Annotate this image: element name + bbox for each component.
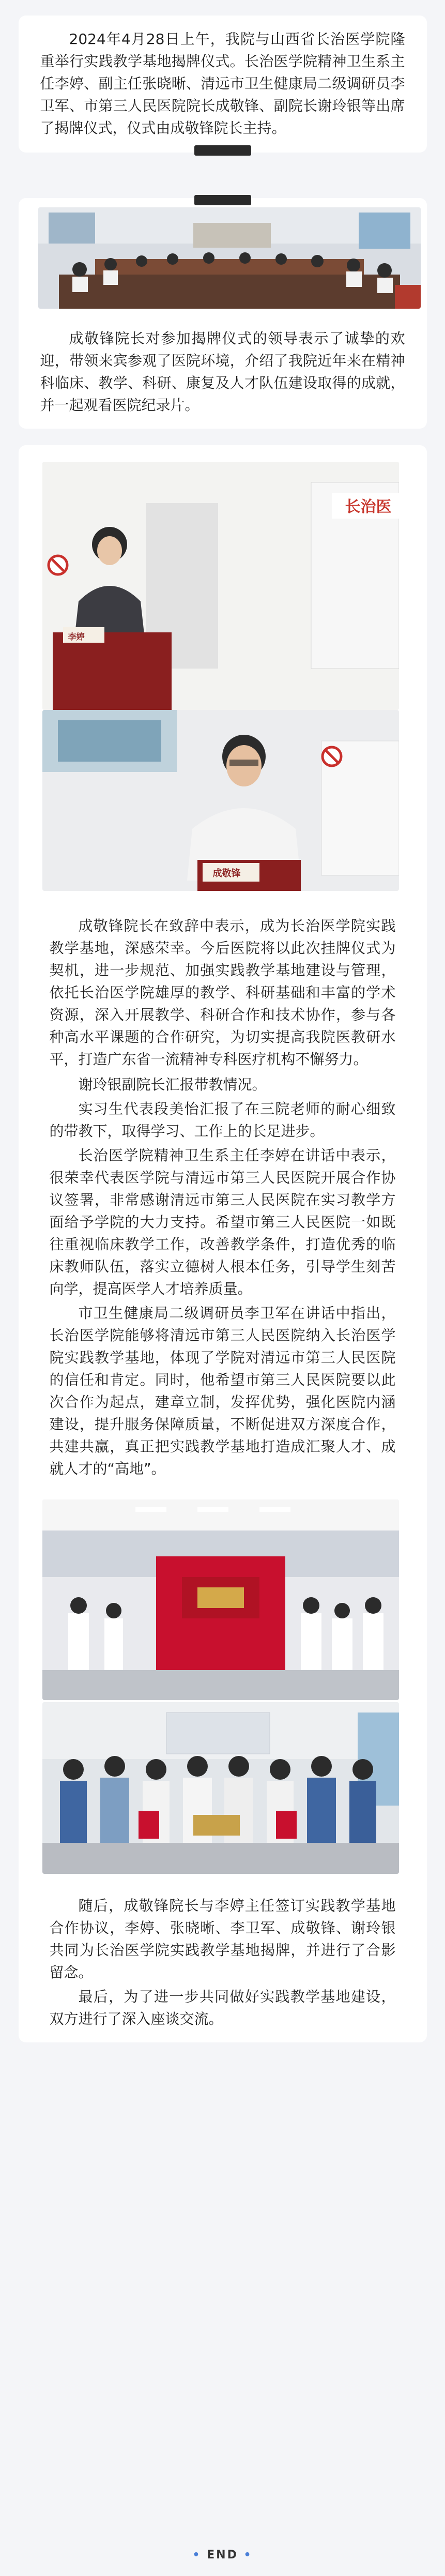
closing-paragraph: 最后，为了进一步共同做好实践教学基地建设，双方进行了深入座谈交流。 — [49, 1988, 396, 2027]
speaker-photo-chengjingfeng — [42, 710, 399, 891]
speaker-nameplate-chengjingfeng: 成敬锋 — [212, 868, 241, 879]
speech-card — [19, 445, 427, 2042]
intro-paragraph: 2024年4月28日上午，我院与山西省长治医学院隆重举行实践教学基地揭牌仪式。长治医学院精神卫生系主任李婷、副主任张晓晰、清远市卫生健康局二级调研员李卫军、市第三人民医院院长成敬锋、副院长谢玲银等出席了揭牌仪式，仪式由成敬锋院长主持。 — [40, 31, 405, 137]
card-divider-tab — [194, 145, 251, 156]
speaker-photo-liting — [42, 462, 399, 710]
end-dot-icon: • — [192, 2549, 202, 2562]
end-label: END — [207, 2549, 238, 2562]
welcome-paragraph: 成敬锋院长对参加揭牌仪式的领导表示了诚挚的欢迎，带领来宾参观了医院环境，介绍了我院近年来在精神科临床、教学、科研、康复及人才队伍建设取得的成就，并一起观看医院纪录片。 — [40, 330, 405, 414]
end-dot-icon: • — [243, 2549, 253, 2562]
intro-card — [19, 16, 427, 153]
signing-paragraph: 随后，成敬锋院长与李婷主任签订实践教学基地合作协议，李婷、张晓晰、李卫军、成敬锋、谢玲银共同为长治医学院实践教学基地揭牌，并进行了合影留念。 — [49, 1897, 396, 1981]
liting-speech-paragraph: 长治医学院精神卫生系主任李婷在讲话中表示，很荣幸代表医学院与清远市第三人民医院开展合作协议签署，非常感谢清远市第三人民医院在实习教学方面给予学院的大力支持。希望市第三人民医院一如既往重视临床教学工作，改善教学条件，打造优秀的临床教师队伍，落实立德树人根本任务，引导学生刻苦向学，提高医学人才培养质量。 — [49, 1147, 396, 1297]
welcome-card — [19, 198, 427, 429]
end-mark — [0, 2549, 445, 2562]
banner-text: 长治医 — [345, 498, 392, 516]
intern-report-paragraph: 实习生代表段美怡汇报了在三院老师的耐心细致的带教下，取得学习、工作上的长足进步。 — [49, 1100, 396, 1140]
speaker-nameplate-liting: 李婷 — [68, 632, 85, 642]
dean-speech-paragraph: 成敬锋院长在致辞中表示，成为长治医学院实践教学基地，深感荣幸。今后医院将以此次挂牌仪式为契机，进一步规范、加强实践教学基地建设与管理，依托长治医学院雄厚的教学、科研基础和丰富的学术资源，深入开展教学、科研合作和技术协作，参与各种高水平课题的合作研究，为切实提高我院医教研水平，打造广东省一流精神专科医疗机构不懈努力。 — [49, 917, 396, 1068]
liweijun-speech-paragraph: 市卫生健康局二级调研员李卫军在讲话中指出，长治医学院能够将清远市第三人民医院纳入长治医学院实践教学基地，体现了学院对清远市第三人民医院的信任和肯定。同时，他希望市第三人民医院要以此次合作为起点，建章立制，发挥优势，强化医院内涵建设，提升服务保障质量，不断促进双方深度合作，共建共赢，真正把实践教学基地打造成汇聚人才、成就人才的“高地”。 — [49, 1305, 396, 1477]
card-divider-tab — [194, 195, 251, 205]
group-photo — [42, 1702, 399, 1874]
vice-dean-report-paragraph: 谢玲银副院长汇报带教情况。 — [78, 1076, 267, 1093]
meeting-room-photo — [38, 207, 421, 309]
unveiling-ceremony-photo — [42, 1499, 399, 1700]
